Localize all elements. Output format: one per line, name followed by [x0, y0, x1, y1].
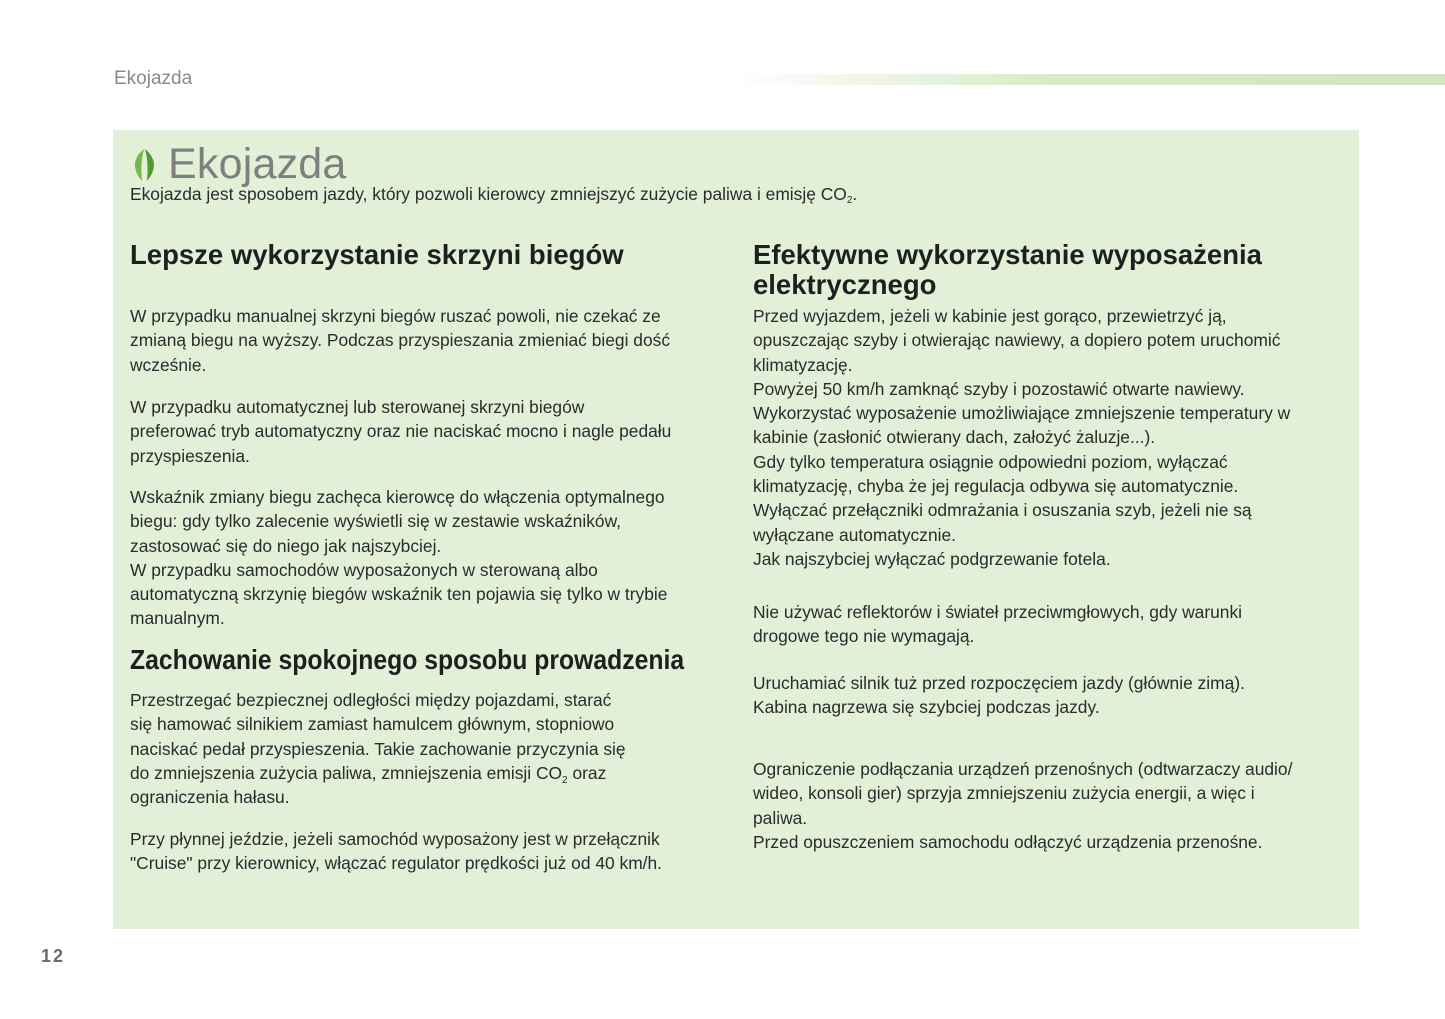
- panel-title: Ekojazda: [168, 140, 347, 188]
- paragraph-gear-indicator: Wskaźnik zmiany biegu zachęca kierowcę do włączenia optymalnego biegu: gdy tylko zalecenie wyświetli się w zestawie wskaźników, zastosować się do niego jak najszybciej. W przypadku samochodów wyposażonych w sterowaną albo automatyczną skrzynię biegów wskaźnik ten pojawia się tylko w trybie manualnym.: [130, 487, 668, 629]
- paragraph-engine-start: Uruchamiać silnik tuż przed rozpoczęciem jazdy (głównie zimą). Kabina nagrzewa się szybciej podczas jazdy.: [753, 673, 1245, 718]
- paragraph-safe-distance: Przestrzegać bezpiecznej odległości między pojazdami, starać się hamować silnikiem zamiast hamulcem głównym, stopniowo naciskać pedał przyspieszenia. Takie zachowanie przyczynia się do zmniejszenia zużycia paliwa, zmniejszenia emisji $CO_2$ oraz ograniczenia hałasu.: [130, 690, 626, 808]
- page-number: 12: [41, 946, 66, 966]
- section-heading-gearbox: Lepsze wykorzystanie skrzyni biegów: [130, 239, 624, 270]
- paragraph-manual-gearbox: W przypadku manualnej skrzyni biegów ruszać powoli, nie czekać ze zmianą biegu na wyższy. Podczas przyspieszania zmieniać biegi dość wcześnie.: [130, 306, 671, 375]
- running-head-title: Ekojazda: [114, 68, 193, 89]
- paragraph-portable-devices: Ograniczenie podłączania urządzeń przenośnych (odtwarzaczy audio/ wideo, konsoli gier) sprzyja zmniejszeniu zużycia energii, a więc i paliwa. Przed opuszczeniem samochodu odłączyć urządzenia przenośne.: [753, 759, 1293, 852]
- header-accent-bar: [730, 74, 1445, 85]
- paragraph-lights: Nie używać reflektorów i świateł przeciwmgłowych, gdy warunki drogowe tego nie wymagają.: [753, 602, 1243, 647]
- panel-title-row: [129, 140, 347, 189]
- section-heading-electrical: Efektywne wykorzystanie wyposażenia elektrycznego: [753, 239, 1262, 300]
- paragraph-ventilation: Przed wyjazdem, jeżeli w kabinie jest gorąco, przewietrzyć ją, opuszczając szyby i otwierając nawiewy, a dopiero potem uruchomić klimatyzację. Powyżej 50 km/h zamknąć szyby i pozostawić otwarte nawiewy. Wykorzystać wyposażenie umożliwiające zmniejszenie temperatury w kabinie (zasłonić otwierany dach, założyć żaluzje...). Gdy tylko temperatura osiągnie odpowiedni poziom, wyłączać klimatyzację, chyba że jej regulacja odbywa się automatycznie. Wyłączać przełączniki odmrażania i osuszania szyb, jeżeli nie są wyłączane automatycznie. Jak najszybciej wyłączać podgrzewanie fotela.: [753, 306, 1291, 569]
- ecodriving-panel: [113, 130, 1359, 929]
- paragraph-cruise-control: Przy płynnej jeździe, jeżeli samochód wyposażony jest w przełącznik "Cruise" przy kierownicy, włączać regulator prędkości już od 40 km/h.: [130, 829, 663, 874]
- intro-text: Ekojazda jest sposobem jazdy, który pozwoli kierowcy zmniejszyć zużycie paliwa i emisję $CO_2$.: [130, 184, 858, 206]
- leaf-icon: [129, 148, 159, 182]
- section-heading-calm-driving: Zachowanie spokojnego sposobu prowadzenia: [130, 644, 685, 675]
- paragraph-automatic-gearbox: W przypadku automatycznej lub sterowanej skrzyni biegów preferować tryb automatyczny oraz nie naciskać mocno i nagle pedału przyspieszenia.: [130, 397, 672, 466]
